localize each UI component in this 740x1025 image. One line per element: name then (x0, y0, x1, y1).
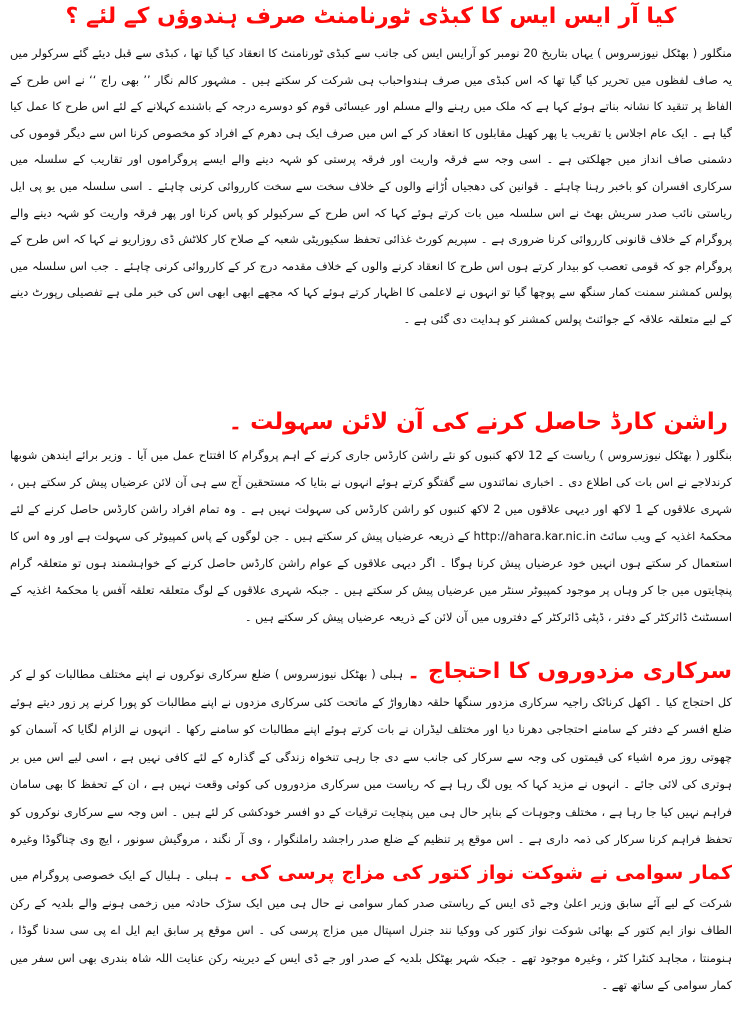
article-ration-card (10, 402, 732, 658)
article-workers-protest (10, 658, 732, 852)
article-headline: کمار سوامی نے شوکت نواز کتور کی مزاج پرسی کی ۔ (222, 862, 732, 884)
article-body: منگلور ( بھٹکل نیوزسروس ) یہاں بتاریخ 20 نومبر کو آرایس ایس کی جانب سے کبڈی ٹورنامنٹ کا انعقاد کیا گیا تھا ، کبڈی سے قبل دیئے گئے سرکولر میں یہ صاف لفظوں میں تحریر کیا گیا تھا کہ اس کبڈی میں صرف ہندواحباب ہی شرکت کر سکتے ہیں ۔ مشہور کالم نگار ’’ بھی راج ‘‘ نے اس طرح کے الفاظ پر تنقید کا نشانہ بناتے ہوئے کہا ہے کہ ملک میں رہنے والے مسلم اور عیسائی قوم کو دوسرے درجہ کے باشندے کہلانے کے لئے اس طرح کا عمل کیا گیا ہے ۔ ایک عام اجلاس یا تقریب یا پھر کھیل مقابلوں کا انعقاد کر کے اس میں صرف ایک ہی دھرم کے افراد کو مخصوص کرنا اس سے دیگر قوموں کی دشمنی صاف انداز میں جھلکتی ہے ۔ اسی وجہ سے فرقہ واریت اور فرقہ پرستی کو شہہ دینے والے ایسے پروگراموں اور تقاریب کے سلسلہ میں سرکاری افسران کو باخبر رہنا چاہئے ۔ قوانین کی دھجیاں اُڑانے والوں کے خلاف سخت سے سخت کارروائی کرنی چاہئے ۔ اسی سلسلہ میں یو پی ایل ریاستی نائب صدر سریش بھٹ نے اس سلسلہ میں بات کرتے ہوئے کہا کہ اس طرح کے سرکیولر کو پاس کرنا اور پھر فرقہ واریت کو شہہ دینے والے پروگرام کے خلاف قانونی کارروائی کرنا ضروری ہے ۔ سپریم کورٹ غذائی تحفظ سکیوریٹی شعبہ کے صلاح کار کلاٹش ڈی روزاریو نے کہا کہ اس طرح کے پروگرام جو کہ قومی تعصب کو بیدار کرتے ہوں اس طرح کا انعقاد کرنے والوں کے خلاف مقدمہ درج کر کے کارروائی کرنی چاہئے ۔ جب اس سلسلہ میں پولس کمشنر سمنت کمار سنگھ سے پوچھا گیا تو انہوں نے لاعلمی کا اظہار کرتے ہوئے کہا کہ مجھے ابھی ابھی اس کی خبر ملی ہے تفصیلی رپورٹ دینے کے لیے متعلقہ علاقہ کے جوائنٹ پولس کمشنر کو ہدایت دی گئی ہے ۔ (10, 46, 732, 326)
article-headline: کیا آر ایس ایس کا کبڈی ٹورنامنٹ صرف ہندوؤں کے لئے ؟ (65, 4, 677, 29)
article-body-with-headline (10, 860, 732, 1000)
newspaper-page (10, 0, 732, 1004)
article-body: ہبلی ( بھٹکل نیوزسروس ) ضلع سرکاری نوکروں نے اپنے مختلف مطالبات کو لے کر کل احتجاج کیا ۔ اکھل کرناٹک راجیہ سرکاری مزدور سنگھا حلقہ دھارواڑ کے ماتحت کئی سرکاری مزدوں نے اپنے مطالبات کو پورا کرنے پر زور دیتے ہوئے ضلع افسر کے دفتر کے سامنے احتجاجی دھرنا دیا اور مختلف لیڈران نے بات کرتے ہوئے اپنے مطالبات کو سامنے رکھا ۔ انہوں نے الزام لگایا کہ آسمان کو چھوتی روز مرہ اشیاء کی قیمتوں کی وجہ سے سرکار کی جانب سے دی جا رہی تنخواہ زندگی کے گذارہ کے لئے کافی نہیں ہے ، اسی لیے اس میں بر ہوتری کی لائی جائے ۔ انہوں نے مزید کہا کہ یوں لگ رہا ہے کہ ریاست میں سرکاری مزدوروں کی کوئی وقعت نہیں ہے ، ان کے تحفظ کا بھی سامان فراہم نہیں کیا جا رہا ہے ، مختلف وجوہات کے بناپر حال ہی میں پنچایت ترقیات کے دو افسر خودکشی کر لئے ہیں ۔ اس وجہ سے سرکاری نوکروں کو تحفظ فراہم کرنا سرکار کی ذمہ داری ہے ۔ اس موقع پر تنظیم کے ضلع صدر راجشد راملنگوار ، وی آر نگند ، مروگیش سونور ، ایچ وی چناگوڈا وغیرہ (10, 667, 732, 846)
article-body: ہبلی ۔ ہلیال کے ایک خصوصی پروگرام میں شرکت کے لیے آئے سابق وزیر اعلیٰ وجے ڈی ایس کے ریاستی صدر کمار سوامی نے حال ہی میں ایک سڑک حادثہ میں زخمی ہونے والے بلدیہ کے رکن الطاف نواز ایم کتور کے بھائی شوکت نواز کتور کی ووکیا نند جنرل اسپتال میں مزاج پرسی کی ۔ اس موقع پر سابق ایم ایل اے پی سی سدنا گوڈا ، ہنومنتا ، مجاہد کنٹرا کٹر ، وغیرہ موجود تھے ۔ جبکہ شہر بھٹکل بلدیہ کے صدر اور جے ڈی ایس کے دیرینہ رکن عنایت اللہ شاہ بندری بھی اس سفر میں کمار سوامی کے ساتھ تھے ۔ (10, 868, 732, 992)
article-kabaddi (10, 0, 732, 400)
article-kumaraswamy (10, 860, 732, 1004)
article-headline: سرکاری مزدوروں کا احتجاج ۔ (407, 659, 732, 684)
article-headline: راشن کارڈ حاصل کرنے کی آن لائن سہولت ۔ (228, 409, 728, 435)
article-body: بنگلور ( بھٹکل نیوزسروس ) ریاست کے 12 لاکھ کنبوں کو نئے راشن کارڈس جاری کرنے کے اہم پروگرام کا افتتاح عمل میں آیا ۔ وزیر برائے ایندھن شوبھا کرندلاجے نے اس بات کی اطلاع دی ۔ اخباری نمائندوں سے گفتگو کرتے ہوئے انہوں نے بتایا کہ مستحقین آج سے ہی آن لائن عرضیاں پیش کر سکتے ہیں ، شہری علاقوں کے 1 لاکھ اور دیہی علاقوں میں 2 لاکھ کنبوں کو راشن کارڈس کی سہولت نہیں ہے ۔ وہ تمام افراد راشن کارڈس حاصل کرنے کے لئے محکمۂ اغذیہ کے ویب سائٹ http://ahara.kar.nic.in کے ذریعہ عرضیاں پیش کر سکتے ہیں ۔ جن لوگوں کے پاس کمپیوٹر کی سہولت ہے اور وہ اس کا استعمال کر سکتے ہوں انہیں خود عرضیاں پیش کرنا ہوگا ۔ اگر دیہی علاقوں کے عوام راشن کارڈس حاصل کرنے کے خواہشمند ہوں تو متعلقہ گرام پنچایتوں میں جا کر وہاں پر موجود کمپیوٹر سنٹر میں عرضیاں پیش کر سکتے ہیں ۔ جبکہ شہری علاقوں کے لوگ متعلقہ تعلقہ آفس یا محکمۂ اغذیہ کے اسسٹنٹ ڈائرکٹر کے دفتر ، ڈپٹی ڈائرکٹر کے دفتروں میں آن لائن کے ذریعہ عرضیاں پیش کر سکتے ہیں ۔ (10, 448, 732, 624)
article-body-with-headline (10, 658, 732, 852)
